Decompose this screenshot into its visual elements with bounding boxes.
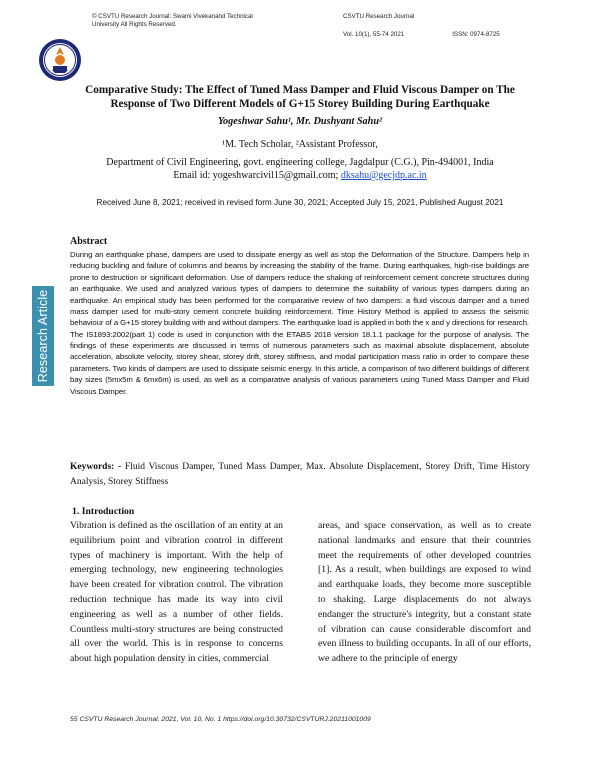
introduction-left-column: Vibration is defined as the oscillation of an entity at an equilibrium point and vibration control in different types of machinery is important. With the help of emerging technology, new engineering technologies have been created for vibration control. The vibration reduction technique has made its way into civil engineering as well as a number of other fields. Countless multi-story structures are being constructed all over the world. This is in response to concerns about high population density in cities, commercial — [70, 520, 283, 665]
keywords-text: Fluid Viscous Damper, Tuned Mass Damper, Max. Absolute Displacement, Storey Drift, Time History Analysis, Storey Stiffness — [70, 462, 531, 487]
department-line: Department of Civil Engineering, govt. engineering college, Jagdalpur (C.G.), Pin-494001, India — [106, 157, 494, 168]
research-article-label: Research Article — [36, 289, 50, 383]
journal-volume: Vol. 10(1), 55-74 2021 — [343, 31, 405, 39]
header-copyright-line2: University All Rights Reserved. — [92, 21, 177, 29]
header-journal-info — [343, 13, 543, 40]
header-copyright-line1: © CSVTU Research Journal: Swami Vivekanand Technical — [92, 13, 253, 20]
abstract-heading: Abstract — [70, 236, 108, 247]
keywords-label: Keywords: - — [70, 462, 122, 472]
affiliation-roles: ¹M. Tech Scholar, ²Assistant Professor, — [222, 139, 378, 150]
introduction-right-column: areas, and space conservation, as well as to create national landmarks and ensure that their countries meet the requirements of other developed countries [1]. As a result, when buildings are exposed to wind and earthquake loads, they become more susceptible to shaking. Large displacements do not always endanger the structure's integrity, but a constant state of vibration can cause considerable discomfort and even illness to building occupants. In all of our efforts, we adhere to the principle of energy — [318, 520, 531, 665]
page-footer: 55 CSVTU Research Journal. 2021, Vol. 10, No. 1 https://doi.org/10.30732/CSVTURJ.20211001009 — [70, 716, 371, 723]
header-copyright — [92, 13, 292, 30]
keywords — [70, 460, 530, 490]
abstract-text: During an earthquake phase, dampers are used to dissipate energy as well as stop the Deformation of the Structure. Dampers help in reducing buckling and failure of columns and beams by increasing the stability of the frame. During earthquakes, high-rise buildings are prone to destruction or significant deformation. Use of dampers reduce the shaking of reinforcement cement concrete structures during an earthquake. We used and analyzed various types of dampers to determine the suitability of various types dampers during an earthquake. An empirical study has been performed for the comparative review of two dampers: a fluid viscous damper and a tuned mass damper used for multi-story cement concrete building reinforcement. Time History Method is applied to assess the seismic behaviour of a G+15 storey building with and without dampers. The earthquake load is applied in both the x and y directions for research. The IS1893:2002(part 1) code is used in conjunction with the ETABS 2018 version 18.1.1 package for the purpose of analysis. The findings of these experiments are discussed in terms of numerous parameters such as maximal absolute displacement, absolute acceleration, absolute velocity, storey shear, storey drift, storey stiffness, and modal participation mass ratio in order to compare these parameters. Two kinds of dampers are used to dissipate seismic energy. In this article, a comparison of two different buildings of different bay sizes (5mx5m & 6mx6m) is used, as well as a comparative analysis of various parameters using Tuned Mass Damper and Fluid Viscous Damper. — [70, 250, 529, 396]
affiliation-department — [70, 156, 530, 182]
research-article-tab — [32, 286, 54, 386]
received-dates: Received June 8, 2021; received in revised form June 30, 2021; Accepted July 15, 2021, Published August 2021 — [96, 198, 504, 207]
paper-title: Comparative Study: The Effect of Tuned Mass Damper and Fluid Viscous Damper on The Response of Two Different Models of G+15 Storey Building During Earthquake — [85, 84, 515, 110]
email-line — [70, 169, 530, 182]
introduction-heading: 1. Introduction — [72, 506, 135, 517]
university-seal-logo — [38, 38, 82, 82]
journal-issn: ISSN: 0974-8725 — [452, 31, 500, 39]
email-prefix: Email id: yogeshwarcivil15@gmail.com; — [173, 170, 339, 181]
paper-authors: Yogeshwar Sahu¹, Mr. Dushyant Sahu² — [217, 116, 383, 127]
journal-name: CSVTU Research Journal — [343, 13, 415, 20]
email-link[interactable]: dksahu@gecjdp.ac.in — [340, 170, 427, 181]
